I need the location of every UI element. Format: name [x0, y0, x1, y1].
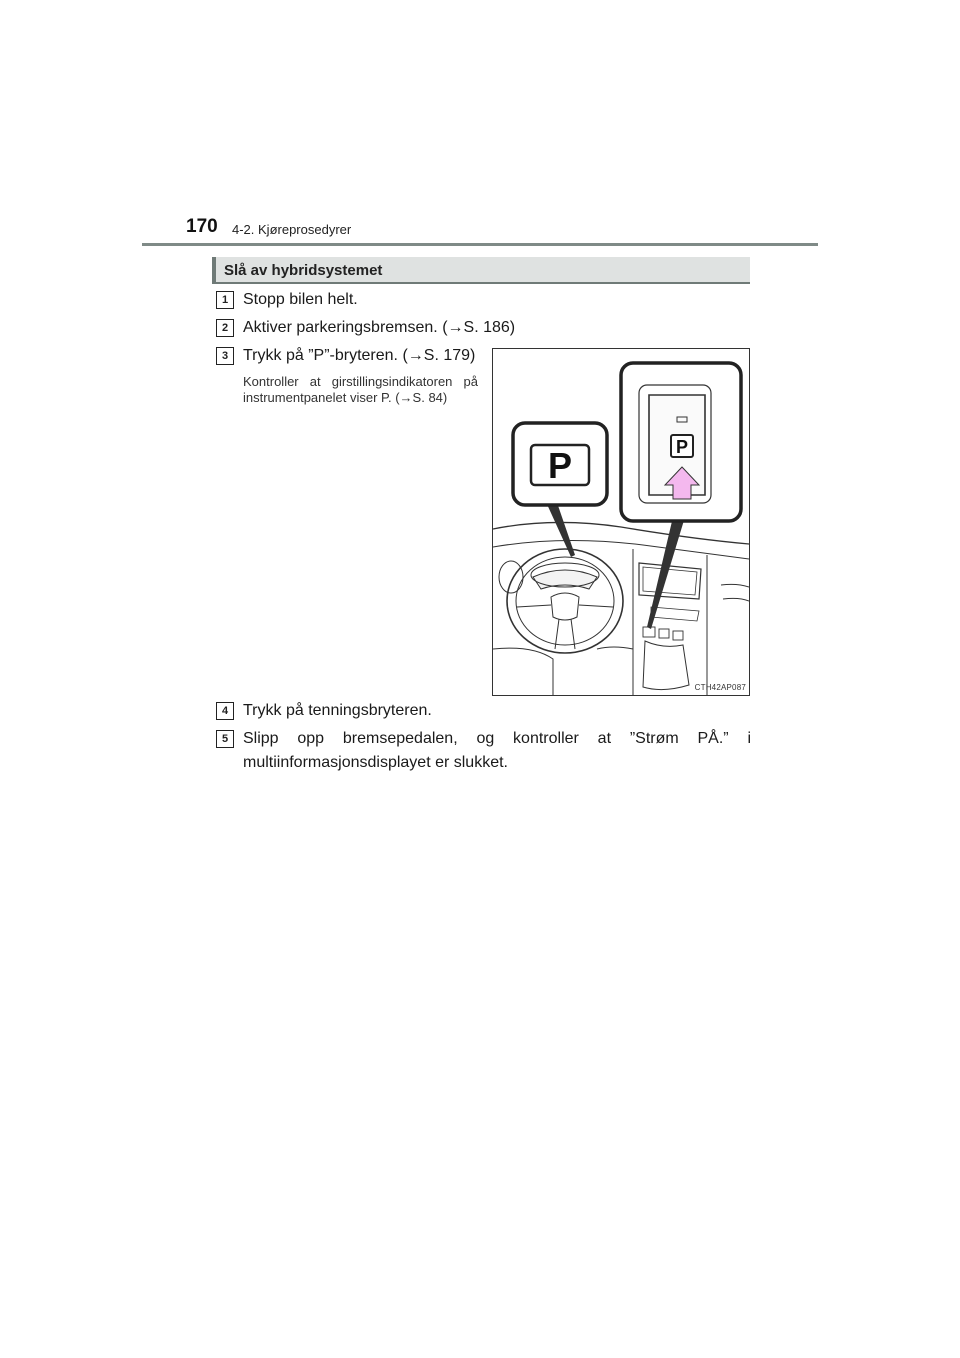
step-number-1: 1 [216, 291, 234, 309]
page-number: 170 [186, 216, 218, 237]
section-title: Slå av hybridsystemet [224, 262, 383, 279]
step-text-1: Stopp bilen helt. [243, 291, 358, 308]
step-text-4: Trykk på tenningsbryteren. [243, 702, 432, 719]
illustration-code: CTH42AP087 [694, 683, 746, 692]
dashboard-drawing [493, 349, 749, 695]
button-p-letter: P [675, 437, 689, 457]
section-header-bar [212, 257, 216, 282]
step-text-2: Aktiver parkeringsbremsen. (→S. 186) [243, 319, 516, 336]
header-rule [142, 243, 818, 246]
gauge-p-letter: P [547, 445, 573, 486]
step-number-5: 5 [216, 730, 234, 748]
section-header [212, 257, 750, 284]
step-text-5: Slipp opp bremsepedalen, og kontroller at ”Strøm PÅ.” i multiinformasjonsdisplayet er slukket. [243, 730, 751, 771]
step-number-2: 2 [216, 319, 234, 337]
step-text-3: Trykk på ”P”-bryteren. (→S. 179) [243, 347, 476, 364]
shift-button-illustration [492, 348, 750, 696]
step-number-3: 3 [216, 347, 234, 365]
section-reference: 4-2. Kjøreprosedyrer [232, 222, 352, 237]
step-number-4: 4 [216, 702, 234, 720]
step-3-note: Kontroller at girstillingsindikatoren på instrumentpanelet viser P. (→S. 84) [243, 374, 478, 405]
